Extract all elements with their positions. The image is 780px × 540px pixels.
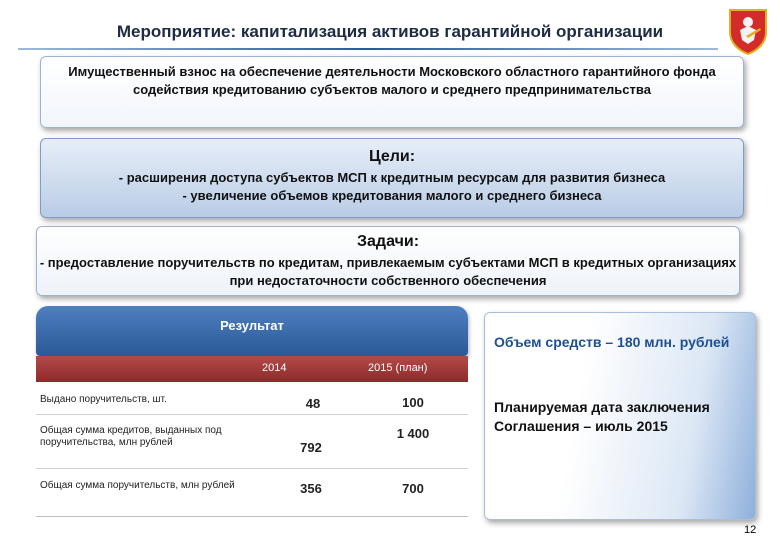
title-underline xyxy=(18,48,718,50)
goals-box xyxy=(40,138,744,218)
goals-line-2: - увеличение объемов кредитования малого и среднего бизнеса xyxy=(182,188,602,203)
table-row-label: Выдано поручительств, шт. xyxy=(40,394,167,405)
contribution-text: Имущественный взнос на обеспечение деятельности Московского областного гарантийного фонда содействия кредитованию субъектов малого и среднего предпринимательства xyxy=(68,64,716,97)
agreement-date: Планируемая дата заключения Соглашения – июль 2015 xyxy=(494,399,710,434)
column-header-2014: 2014 xyxy=(262,362,287,374)
table-cell-2015: 1 400 xyxy=(396,426,430,441)
table-cell-2014: 792 xyxy=(300,440,322,455)
table-row-label: Общая сумма поручительств, млн рублей xyxy=(40,480,235,491)
tasks-box xyxy=(36,226,740,296)
table-cell-2014: 48 xyxy=(305,396,321,411)
column-header-2015-plan: 2015 (план) xyxy=(368,362,428,374)
page-number: 12 xyxy=(744,524,757,536)
row-divider xyxy=(36,468,468,469)
contribution-box xyxy=(40,56,744,128)
result-title: Результат xyxy=(220,318,284,333)
tasks-text: - предоставление поручительств по кредитам, привлекаемым субъектами МСП в кредитных организациях при недостаточности собственного обеспечения xyxy=(39,255,737,288)
moscow-oblast-emblem-icon xyxy=(726,6,770,56)
goals-heading: Цели: xyxy=(368,148,416,165)
goals-line-1: - расширения доступа субъектов МСП к кредитным ресурсам для развития бизнеса xyxy=(118,170,666,185)
page-title: Мероприятие: капитализация активов гарантийной организации xyxy=(116,22,664,41)
table-cell-2014: 356 xyxy=(300,481,322,496)
row-divider xyxy=(36,414,468,415)
table-cell-2015: 100 xyxy=(402,395,424,410)
table-row-label: Общая сумма кредитов, выданных под поручительства, млн рублей xyxy=(40,425,222,448)
table-cell-2015: 700 xyxy=(402,481,424,496)
result-tab xyxy=(36,306,468,356)
funding-amount: Объем средств – 180 млн. рублей xyxy=(494,334,730,350)
tasks-heading: Задачи: xyxy=(356,233,420,250)
